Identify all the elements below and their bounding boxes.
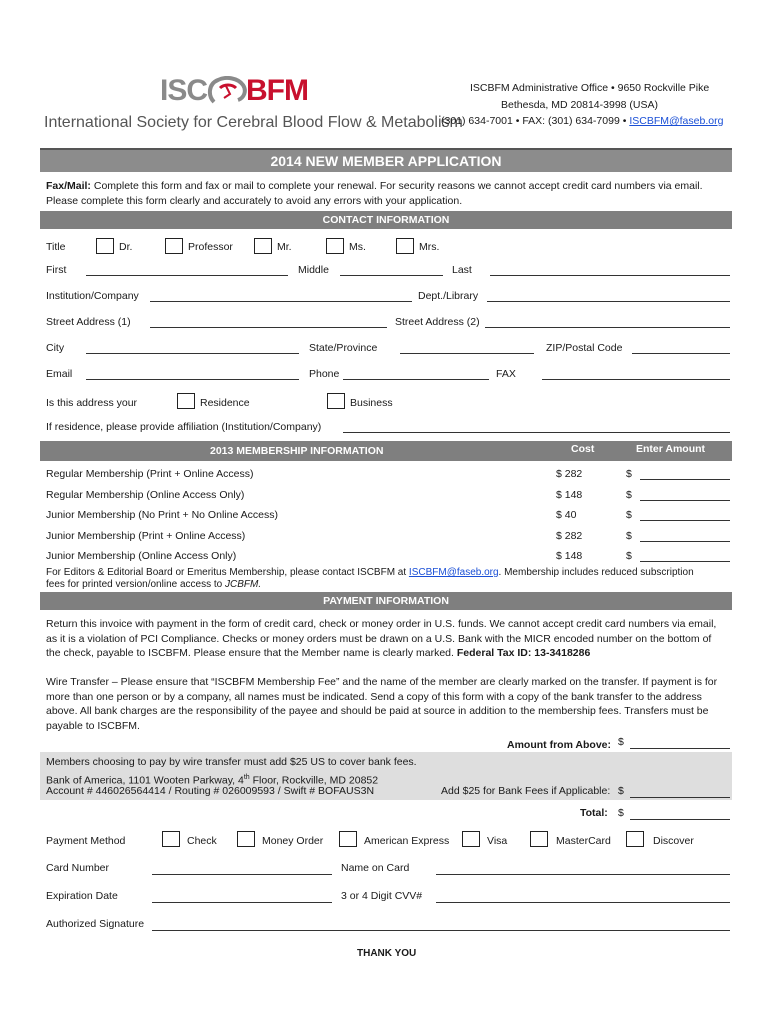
first-name-field[interactable] xyxy=(86,275,288,276)
fax-mail-text: Complete this form and fax or mail to complete your renewal. For security reasons we cannot accept credit card numbers via email. xyxy=(93,180,703,192)
affiliation-field[interactable] xyxy=(343,432,730,433)
title-ms-checkbox[interactable] xyxy=(326,238,344,254)
total-field[interactable] xyxy=(630,819,730,820)
dept-label: Dept./Library xyxy=(418,290,479,302)
zip-label: ZIP/Postal Code xyxy=(546,342,623,354)
membership-section-header xyxy=(40,441,732,461)
business-checkbox[interactable] xyxy=(327,393,345,409)
street1-label: Street Address (1) xyxy=(46,316,131,328)
contact-section-header xyxy=(40,211,732,229)
signature-field[interactable] xyxy=(152,930,730,931)
last-name-label: Last xyxy=(452,264,472,276)
street1-field[interactable] xyxy=(150,327,387,328)
federal-tax-id: Federal Tax ID: 13-3418286 xyxy=(456,647,591,659)
title-dr-label: Dr. xyxy=(119,241,133,253)
membership-cost: $ 148 xyxy=(556,489,583,501)
title-ms-label: Ms. xyxy=(349,241,366,253)
name-on-card-field[interactable] xyxy=(436,874,730,875)
contact-numbers: (301) 634-7001 • FAX: (301) 634-7099 • xyxy=(441,115,627,127)
residence-checkbox[interactable] xyxy=(177,393,195,409)
state-field[interactable] xyxy=(400,353,534,354)
bank-address-rest: Floor, Rockville, MD 20852 xyxy=(249,774,379,787)
last-name-field[interactable] xyxy=(490,275,730,276)
payment-header-label: PAYMENT INFORMATION xyxy=(323,595,449,607)
membership-header-label: 2013 MEMBERSHIP INFORMATION xyxy=(210,445,384,457)
title-professor-checkbox[interactable] xyxy=(165,238,183,254)
currency-symbol: $ xyxy=(618,736,624,748)
title-mr-label: Mr. xyxy=(277,241,292,253)
membership-email-link[interactable]: ISCBFM@faseb.org xyxy=(408,567,499,578)
middle-name-field[interactable] xyxy=(340,275,443,276)
total-label: Total: xyxy=(580,807,608,819)
journal-name: JCBFM. xyxy=(225,579,262,590)
logo xyxy=(160,74,310,110)
cost-column-header: Cost xyxy=(571,443,595,455)
cvv-label: 3 or 4 Digit CVV# xyxy=(341,890,423,902)
fax-label: FAX xyxy=(496,368,516,380)
mastercard-checkbox[interactable] xyxy=(530,831,548,847)
currency-symbol: $ xyxy=(626,489,632,501)
residence-label: Residence xyxy=(200,397,250,409)
cvv-field[interactable] xyxy=(436,902,730,903)
address-type-question: Is this address your xyxy=(46,397,138,409)
amount-from-above-text: Amount from Above: xyxy=(507,739,612,751)
card-number-label: Card Number xyxy=(46,862,110,874)
card-number-field[interactable] xyxy=(152,874,332,875)
currency-symbol: $ xyxy=(626,550,632,562)
membership-name: Junior Membership (Online Access Only) xyxy=(46,550,237,562)
name-on-card-label: Name on Card xyxy=(341,862,410,874)
phone-field[interactable] xyxy=(343,379,489,380)
american-express-label: American Express xyxy=(364,835,450,847)
title-mr-checkbox[interactable] xyxy=(254,238,272,254)
check-checkbox[interactable] xyxy=(162,831,180,847)
title-mrs-checkbox[interactable] xyxy=(396,238,414,254)
street2-field[interactable] xyxy=(485,327,730,328)
logo-text-left: ISC xyxy=(160,74,208,107)
currency-symbol: $ xyxy=(618,807,624,819)
city-field[interactable] xyxy=(86,353,299,354)
bank-account-details: Account # 446026564414 / Routing # 026009593 / Swift # BOFAUS3N xyxy=(46,785,375,797)
title-dr-checkbox[interactable] xyxy=(96,238,114,254)
title-mrs-label: Mrs. xyxy=(419,241,440,253)
membership-name: Junior Membership (Print + Online Access) xyxy=(46,530,246,542)
phone-label: Phone xyxy=(309,368,340,380)
contact-header-label: CONTACT INFORMATION xyxy=(322,214,450,226)
street2-label: Street Address (2) xyxy=(395,316,480,328)
expiration-label: Expiration Date xyxy=(46,890,118,902)
check-label: Check xyxy=(187,835,217,847)
institution-label: Institution/Company xyxy=(46,290,139,302)
membership-note-line2 xyxy=(46,578,261,591)
fax-mail-label: Fax/Mail: xyxy=(46,180,91,192)
money-order-checkbox[interactable] xyxy=(237,831,255,847)
email-field[interactable] xyxy=(86,379,299,380)
membership-cost: $ 148 xyxy=(556,550,583,562)
business-label: Business xyxy=(350,397,393,409)
page-title: 2014 NEW MEMBER APPLICATION xyxy=(270,153,502,169)
intro-line2: Please complete this form clearly and accurately to avoid any errors with your application. xyxy=(46,195,463,207)
membership-amount-field[interactable] xyxy=(640,479,730,480)
note-text-end: . Membership includes reduced subscription xyxy=(498,567,694,578)
bank-address-text: Bank of America, 1101 Wooten Parkway, 4 xyxy=(46,774,244,787)
zip-field[interactable] xyxy=(632,353,730,354)
mastercard-label: MasterCard xyxy=(556,835,611,847)
email-label: Email xyxy=(46,368,73,380)
title-bar xyxy=(40,148,732,172)
currency-symbol: $ xyxy=(626,468,632,480)
membership-cost: $ 40 xyxy=(556,509,577,521)
discover-label: Discover xyxy=(653,835,694,847)
membership-name: Regular Membership (Online Access Only) xyxy=(46,489,245,501)
money-order-label: Money Order xyxy=(262,835,324,847)
address-line3 xyxy=(441,115,723,128)
header-email-link[interactable]: ISCBFM@faseb.org xyxy=(629,115,724,127)
membership-amount-field[interactable] xyxy=(640,561,730,562)
org-name: International Society for Cerebral Blood Flow & Metabolism xyxy=(44,114,463,131)
payment-instructions xyxy=(46,617,726,661)
fax-field[interactable] xyxy=(542,379,730,380)
intro-line1 xyxy=(46,180,703,193)
membership-cost: $ 282 xyxy=(556,530,583,542)
currency-symbol: $ xyxy=(626,509,632,521)
amount-column-header: Enter Amount xyxy=(636,443,706,455)
address-line1: ISCBFM Administrative Office • 9650 Rockville Pike xyxy=(470,82,710,94)
logo-text-right: BFM xyxy=(246,74,308,107)
ordinal-suffix: th xyxy=(243,774,250,781)
bank-fees-field[interactable] xyxy=(630,797,730,798)
visa-checkbox[interactable] xyxy=(462,831,480,847)
membership-cost: $ 282 xyxy=(556,468,583,480)
expiration-field[interactable] xyxy=(152,902,332,903)
membership-amount-field[interactable] xyxy=(640,500,730,501)
middle-name-label: Middle xyxy=(298,264,329,276)
american-express-checkbox[interactable] xyxy=(339,831,357,847)
currency-symbol: $ xyxy=(626,530,632,542)
currency-symbol: $ xyxy=(618,785,624,797)
title-professor-label: Professor xyxy=(188,241,233,253)
membership-name: Junior Membership (No Print + No Online Access) xyxy=(46,509,278,521)
membership-amount-field[interactable] xyxy=(640,541,730,542)
membership-name: Regular Membership (Print + Online Access) xyxy=(46,468,254,480)
amount-from-above-label xyxy=(507,739,611,752)
signature-label: Authorized Signature xyxy=(46,918,145,930)
institution-field[interactable] xyxy=(150,301,412,302)
city-label: City xyxy=(46,342,65,354)
membership-amount-field[interactable] xyxy=(640,520,730,521)
state-label: State/Province xyxy=(309,342,378,354)
visa-label: Visa xyxy=(487,835,508,847)
thank-you: THANK YOU xyxy=(357,948,417,959)
title-label: Title xyxy=(46,241,66,253)
address-line2: Bethesda, MD 20814-3998 (USA) xyxy=(501,99,659,111)
note-text: For Editors & Editorial Board or Emeritus Membership, please contact ISCBFM at xyxy=(46,567,407,578)
amount-from-above-field[interactable] xyxy=(630,748,730,749)
payment-method-label: Payment Method xyxy=(46,835,126,847)
first-name-label: First xyxy=(46,264,67,276)
bank-fees-label: Add $25 for Bank Fees if Applicable: xyxy=(441,785,611,797)
payment-section-header xyxy=(40,592,732,610)
payment-para1: Return this invoice with payment in the form of credit card, check or money order in U.S. funds. We cannot accept credit card numbers via email, as it is a violation of PCI Compliance. Checks or money orders must be drawn on a U.S. Bank with the MICR encoded number on the bottom of the check, payable to ISCBFM. Please ensure that the Member name is clearly marked. xyxy=(46,618,717,659)
wire-fee-note: Members choosing to pay by wire transfer must add $25 US to cover bank fees. xyxy=(46,756,417,768)
discover-checkbox[interactable] xyxy=(626,831,644,847)
brain-logo-icon xyxy=(206,76,248,108)
wire-transfer-instructions: Wire Transfer – Please ensure that “ISCBFM Membership Fee” and the name of the member are clearly marked on the transfer. If payment is for more than one person or by a company, all names must be indicated. Send a copy of this form with a copy of the bank transfer to the address above. All bank charges are the responsibility of the payee and should be paid at source in addition to the membership fees. Transfers must be payable to ISCBFM. xyxy=(46,676,718,732)
note-line2-text: fees for printed version/online access to xyxy=(46,579,223,590)
dept-field[interactable] xyxy=(487,301,730,302)
affiliation-label: If residence, please provide affiliation (Institution/Company) xyxy=(46,421,322,433)
